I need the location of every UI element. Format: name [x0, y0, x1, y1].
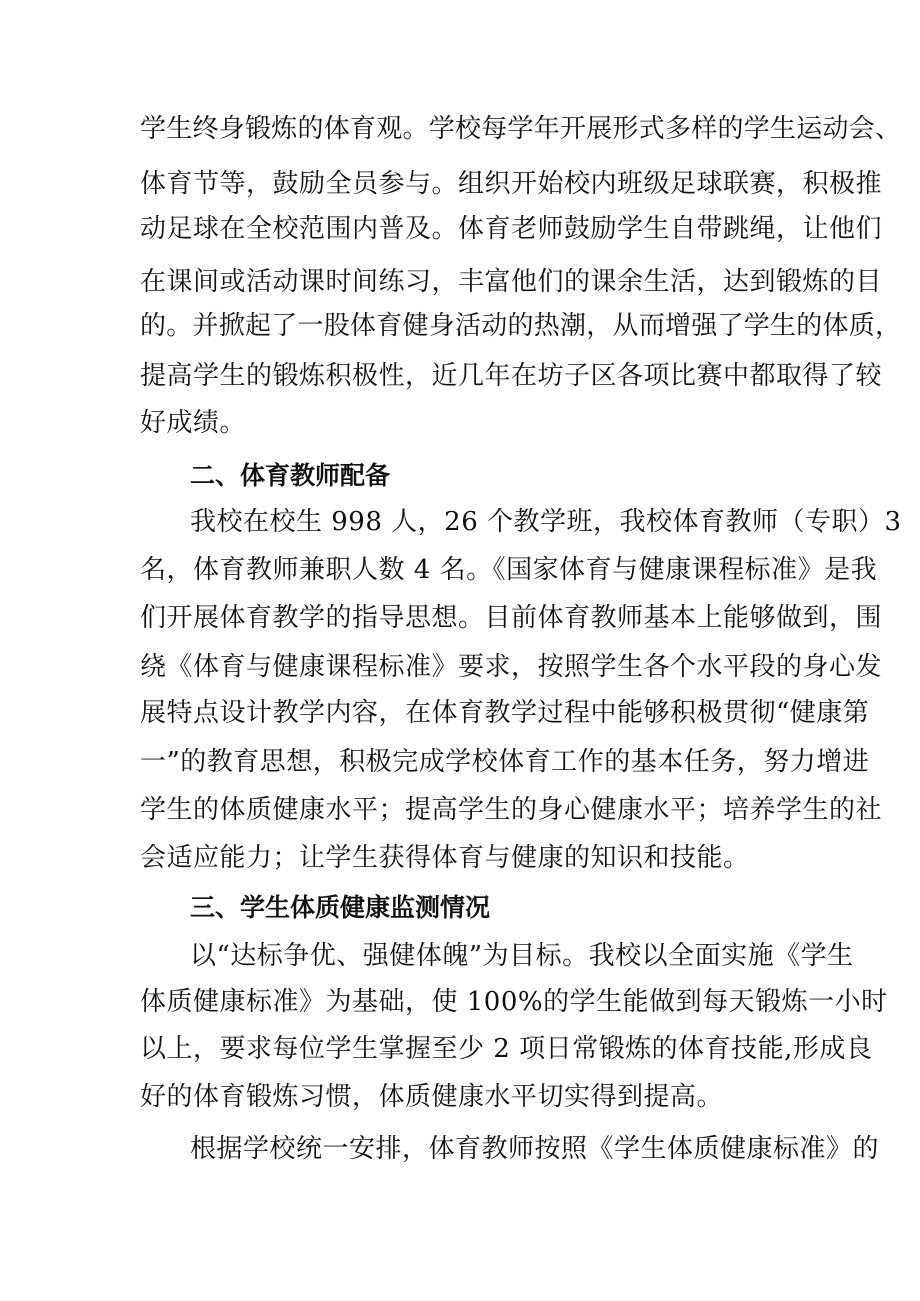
- paragraph-line: 绕《体育与健康课程标准》要求，按照学生各个水平段的身心发: [140, 652, 883, 682]
- paragraph-line: 学生终身锻炼的体育观。学校每学年开展形式多样的学生运动会、: [140, 114, 902, 144]
- paragraph-line: 会适应能力；让学生获得体育与健康的知识和技能。: [140, 843, 750, 873]
- section-heading: 三、学生体质健康监测情况: [190, 893, 491, 922]
- paragraph-line: 体育节等，鼓励全员参与。组织开始校内班级足球联赛，积极推: [140, 169, 883, 199]
- paragraph-line: 根据学校统一安排，体育教师按照《学生体质健康标准》的: [190, 1134, 880, 1164]
- paragraph-line: 一”的教育思想，积极完成学校体育工作的基本任务，努力增进: [140, 747, 870, 777]
- paragraph-line: 体质健康标准》为基础，使 100%的学生能做到每天锻炼一小时: [140, 987, 888, 1017]
- paragraph-line: 提高学生的锻炼积极性，近几年在坊子区各项比赛中都取得了较: [140, 361, 883, 391]
- paragraph-line: 好的体育锻炼习惯，体质健康水平切实得到提高。: [140, 1082, 724, 1112]
- section-heading: 二、体育教师配备: [190, 461, 391, 490]
- paragraph-line: 们开展体育教学的指导思想。目前体育教师基本上能够做到，围: [140, 603, 883, 633]
- paragraph-line: 我校在校生 998 人，26 个教学班，我校体育教师（专职）3: [190, 507, 902, 537]
- paragraph-line: 展特点设计教学内容，在体育教学过程中能够积极贯彻“健康第: [140, 698, 870, 728]
- paragraph-line: 动足球在全校范围内普及。体育老师鼓励学生自带跳绳，让他们: [140, 214, 883, 244]
- paragraph-line: 以上，要求每位学生掌握至少 2 项日常锻炼的体育技能,形成良: [140, 1034, 873, 1064]
- paragraph-line: 好成绩。: [140, 408, 247, 438]
- paragraph-line: 的。并掀起了一股体育健身活动的热潮，从而增强了学生的体质，: [140, 311, 902, 341]
- paragraph-line: 以“达标争优、强健体魄”为目标。我校以全面实施《学生: [190, 941, 854, 971]
- paragraph-line: 名，体育教师兼职人数 4 名。《国家体育与健康课程标准》是我: [140, 555, 878, 585]
- paragraph-line: 在课间或活动课时间练习，丰富他们的课余生活，达到锻炼的目: [140, 267, 883, 297]
- paragraph-line: 学生的体质健康水平；提高学生的身心健康水平；培养学生的社: [140, 795, 883, 825]
